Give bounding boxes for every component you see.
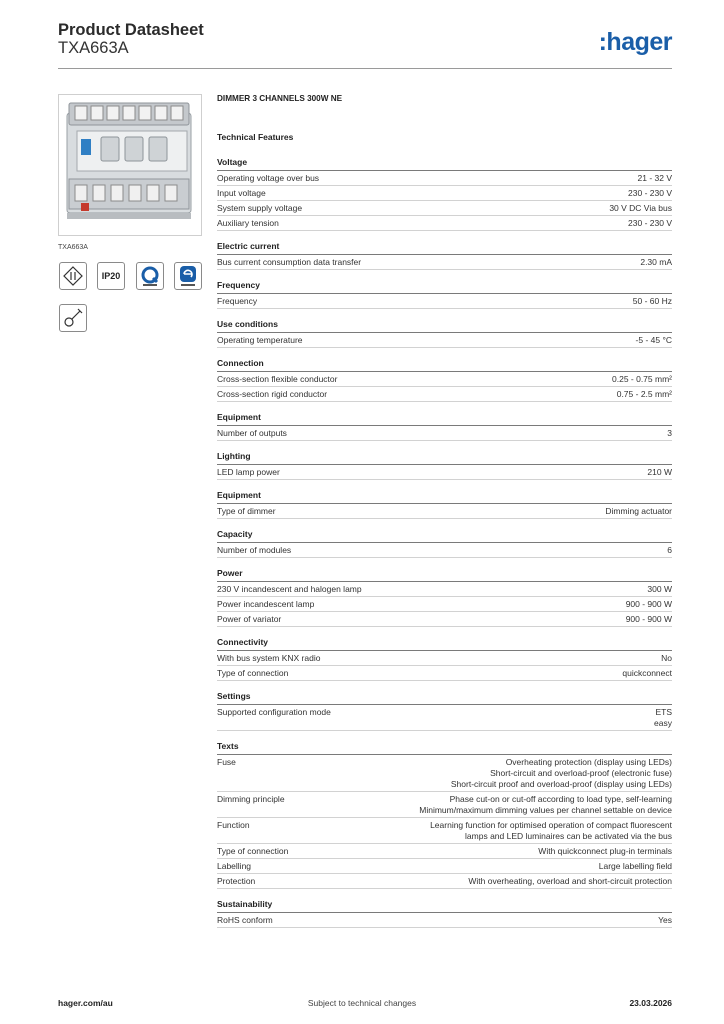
spec-value: Phase cut-on or cut-off according to load type, self-learning Minimum/maximum dimming values per channel settable on device <box>419 794 672 815</box>
spec-label: Number of outputs <box>217 428 287 438</box>
spec-label: Labelling <box>217 861 252 871</box>
spec-value: 230 - 230 V <box>628 188 672 198</box>
spec-row <box>217 651 672 666</box>
spec-value: 2.30 mA <box>640 257 672 267</box>
class-ii-insulation-icon <box>59 262 87 290</box>
section-sustainability <box>217 898 672 928</box>
spec-row <box>217 612 672 627</box>
spec-value: 6 <box>667 545 672 555</box>
section-settings <box>217 690 672 731</box>
spec-row <box>217 755 672 792</box>
section-electric-current <box>217 240 672 270</box>
section-title: Lighting <box>217 450 672 465</box>
spec-label: With bus system KNX radio <box>217 653 321 663</box>
footer-date: 23.03.2026 <box>629 998 672 1008</box>
datasheet-content <box>217 92 672 937</box>
spec-row <box>217 255 672 270</box>
spec-label: Type of dimmer <box>217 506 276 516</box>
spec-row <box>217 387 672 402</box>
spec-label: 230 V incandescent and halogen lamp <box>217 584 362 594</box>
section-lighting <box>217 450 672 480</box>
footer-notice: Subject to technical changes <box>307 998 417 1008</box>
section-title: Sustainability <box>217 898 672 913</box>
spec-label: Cross-section rigid conductor <box>217 389 328 399</box>
spec-value: ETS easy <box>654 707 672 728</box>
spec-label: Bus current consumption data transfer <box>217 257 362 267</box>
spec-label: Frequency <box>217 296 258 306</box>
spec-row <box>217 465 672 480</box>
section-connection <box>217 357 672 402</box>
section-title: Connectivity <box>217 636 672 651</box>
section-title: Texts <box>217 740 672 755</box>
section-use-conditions <box>217 318 672 348</box>
spec-label: Input voltage <box>217 188 266 198</box>
spec-value: 50 - 60 Hz <box>632 296 672 306</box>
section-title: Frequency <box>217 279 672 294</box>
section-title: Power <box>217 567 672 582</box>
spec-value: 3 <box>667 428 672 438</box>
spec-row <box>217 333 672 348</box>
spec-value: 230 - 230 V <box>628 218 672 228</box>
section-texts <box>217 740 672 889</box>
spec-row <box>217 913 672 928</box>
spec-value: With quickconnect plug-in terminals <box>538 846 672 856</box>
section-title: Electric current <box>217 240 672 255</box>
product-image <box>58 94 202 236</box>
spec-row <box>217 859 672 874</box>
spec-value: No <box>661 653 672 663</box>
section-equipment <box>217 411 672 441</box>
easy-configuration-logo-icon <box>174 262 202 290</box>
spec-row <box>217 705 672 731</box>
spec-label: LED lamp power <box>217 467 280 477</box>
ip20-badge: IP20 <box>97 262 125 290</box>
spec-label: Cross-section flexible conductor <box>217 374 338 384</box>
spec-label: Type of connection <box>217 668 289 678</box>
spec-value: Large labelling field <box>598 861 672 871</box>
spec-row <box>217 844 672 859</box>
spec-row <box>217 201 672 216</box>
spec-row <box>217 294 672 309</box>
technical-features-title: Technical Features <box>217 132 294 142</box>
section-connectivity <box>217 636 672 681</box>
section-power <box>217 567 672 627</box>
spec-value: 21 - 32 V <box>637 173 672 183</box>
spec-label: Dimming principle <box>217 794 285 804</box>
screwdriver-tool-icon <box>59 304 87 332</box>
page-title: Product Datasheet <box>58 21 204 39</box>
product-image-caption: TXA663A <box>58 244 88 251</box>
section-equipment <box>217 489 672 519</box>
section-title: Use conditions <box>217 318 672 333</box>
spec-label: Operating temperature <box>217 335 303 345</box>
spec-label: Power incandescent lamp <box>217 599 315 609</box>
footer-website-link[interactable]: hager.com/au <box>58 998 113 1008</box>
product-name: DIMMER 3 CHANNELS 300W NE <box>217 94 343 103</box>
spec-row <box>217 792 672 818</box>
spec-row <box>217 372 672 387</box>
spec-label: Type of connection <box>217 846 289 856</box>
spec-row <box>217 666 672 681</box>
section-title: Equipment <box>217 489 672 504</box>
spec-value: With overheating, overload and short-circuit protection <box>468 876 672 886</box>
spec-row <box>217 874 672 889</box>
section-capacity <box>217 528 672 558</box>
spec-label: Supported configuration mode <box>217 707 331 717</box>
spec-value: quickconnect <box>622 668 672 678</box>
section-frequency <box>217 279 672 309</box>
dimmer-device-illustration <box>59 95 201 235</box>
section-title: Settings <box>217 690 672 705</box>
spec-value: 0.25 - 0.75 mm² <box>612 374 672 384</box>
section-title: Capacity <box>217 528 672 543</box>
spec-row <box>217 171 672 186</box>
section-voltage <box>217 156 672 231</box>
spec-label: RoHS conform <box>217 915 273 925</box>
spec-value: 300 W <box>647 584 672 594</box>
spec-value: Learning function for optimised operation of compact fluorescent lamps and LED luminaires can be activated via the bus <box>430 820 672 841</box>
spec-row <box>217 818 672 844</box>
spec-value: -5 - 45 °C <box>635 335 672 345</box>
spec-label: Protection <box>217 876 256 886</box>
feature-sections <box>217 156 672 928</box>
spec-row <box>217 186 672 201</box>
header-divider <box>58 68 672 69</box>
spec-value: Overheating protection (display using LEDs) Short-circuit and overload-proof (electronic fuse) Short-circuit proof and overload-proof (display using LEDs) <box>450 757 672 789</box>
spec-row <box>217 426 672 441</box>
spec-row <box>217 543 672 558</box>
spec-label: Operating voltage over bus <box>217 173 320 183</box>
hager-logo: :hager <box>598 28 672 56</box>
spec-value: 30 V DC Via bus <box>609 203 672 213</box>
product-reference: TXA663A <box>58 39 129 57</box>
spec-row <box>217 216 672 231</box>
spec-row <box>217 582 672 597</box>
spec-label: Function <box>217 820 250 830</box>
spec-value: 0.75 - 2.5 mm² <box>616 389 672 399</box>
spec-label: Number of modules <box>217 545 292 555</box>
spec-value: 900 - 900 W <box>625 614 672 624</box>
spec-value: Yes <box>658 915 672 925</box>
section-title: Voltage <box>217 156 672 171</box>
spec-value: 900 - 900 W <box>625 599 672 609</box>
spec-label: Fuse <box>217 757 236 767</box>
spec-label: Auxiliary tension <box>217 218 279 228</box>
spec-value: 210 W <box>647 467 672 477</box>
section-title: Equipment <box>217 411 672 426</box>
quickconnect-logo-icon <box>136 262 164 290</box>
spec-label: System supply voltage <box>217 203 303 213</box>
spec-row <box>217 504 672 519</box>
spec-value: Dimming actuator <box>605 506 672 516</box>
section-title: Connection <box>217 357 672 372</box>
spec-label: Power of variator <box>217 614 282 624</box>
spec-row <box>217 597 672 612</box>
